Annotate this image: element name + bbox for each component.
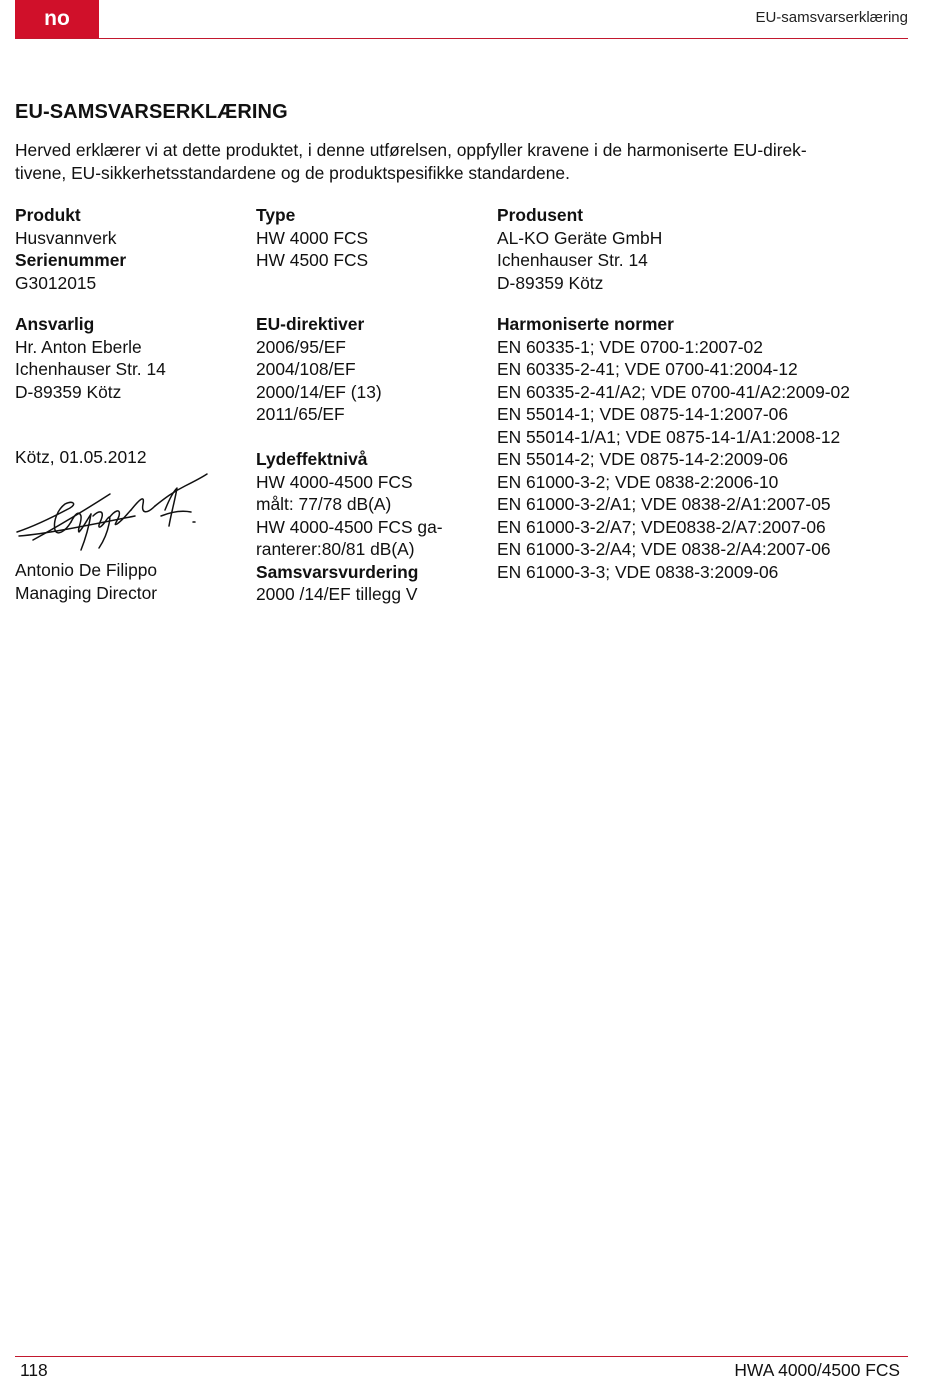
place-date-text: Kötz, 01.05.2012 [15,447,147,467]
responsible-block [15,313,166,403]
declaration-intro [15,139,910,184]
directives-label: EU-direktiver [256,314,365,334]
standard-item: EN 60335-2-41; VDE 0700-41:2004-12 [497,359,798,379]
standard-item: EN 61000-3-2/A7; VDE0838-2/A7:2007-06 [497,516,826,537]
conformity-label: Samsvarsvurdering [256,561,419,582]
product-label: Produkt [15,205,81,225]
manufacturer-block [497,204,662,294]
signatory-role: Managing Director [15,582,158,603]
standards-block [497,313,850,583]
standard-item: EN 61000-3-2; VDE 0838-2:2006-10 [497,471,779,492]
product-block [15,204,126,294]
spacer [256,426,443,449]
manufacturer-line: AL-KO Geräte GmbH [497,227,663,248]
manufacturer-label: Produsent [497,205,583,225]
standard-item: EN 60335-2-41/A2; VDE 0700-41/A2:2009-02 [497,381,850,402]
header-divider [15,38,908,39]
intro-line: Herved erklærer vi at dette produktet, i denne utførelsen, oppfyller kravene i de harmoniserte EU-direk- [15,140,807,160]
directive-item: 2000/14/EF (13) [256,381,382,402]
type-value: HW 4500 FCS [256,250,369,270]
intro-line: tivene, EU-sikkerhetsstandardene og de produktspesifikke standardene. [15,162,570,183]
standard-item: EN 61000-3-3; VDE 0838-3:2009-06 [497,561,779,582]
directive-item: 2011/65/EF [256,404,345,424]
responsible-line: Ichenhauser Str. 14 [15,359,166,379]
sound-level-line: HW 4000-4500 FCS [256,471,413,492]
standard-item: EN 61000-3-2/A1; VDE 0838-2/A1:2007-05 [497,494,831,514]
manufacturer-line: Ichenhauser Str. 14 [497,250,648,270]
directive-item: 2006/95/EF [256,336,346,357]
serial-number-label: Serienummer [15,250,127,270]
place-date [15,446,147,469]
standard-item: EN 60335-1; VDE 0700-1:2007-02 [497,336,763,357]
language-badge: no [15,0,99,38]
directive-item: 2004/108/EF [256,359,356,379]
standards-label: Harmoniserte normer [497,314,674,334]
manufacturer-line: D-89359 Kötz [497,272,604,293]
directives-block [256,313,443,606]
standard-item: EN 55014-2; VDE 0875-14-2:2009-06 [497,449,789,469]
signatory-name: Antonio De Filippo [15,560,158,580]
type-block [256,204,368,272]
signatory-block [15,559,157,604]
type-label: Type [256,205,296,225]
sound-level-line: ranterer:80/81 dB(A) [256,539,415,559]
product-value: Husvannverk [15,227,117,248]
sound-level-label: Lydeffektnivå [256,449,368,469]
responsible-line: Hr. Anton Eberle [15,336,142,357]
standard-item: EN 55014-1/A1; VDE 0875-14-1/A1:2008-12 [497,426,841,447]
document-title: EU-SAMSVARSERKLÆRING [15,101,288,123]
page-number: 118 [20,1360,48,1380]
type-value: HW 4000 FCS [256,227,369,248]
footer-divider [15,1356,908,1357]
standard-item: EN 55014-1; VDE 0875-14-1:2007-06 [497,404,789,424]
running-header: EU-samsvarserklæring [755,9,908,26]
sound-level-line: målt: 77/78 dB(A) [256,494,392,514]
serial-number-value: G3012015 [15,272,97,293]
conformity-value: 2000 /14/EF tillegg V [256,584,418,604]
responsible-line: D-89359 Kötz [15,381,122,402]
responsible-label: Ansvarlig [15,314,95,334]
signature-image [15,470,210,552]
model-name: HWA 4000/4500 FCS [734,1360,900,1380]
standard-item: EN 61000-3-2/A4; VDE 0838-2/A4:2007-06 [497,539,831,559]
sound-level-line: HW 4000-4500 FCS ga- [256,516,443,537]
